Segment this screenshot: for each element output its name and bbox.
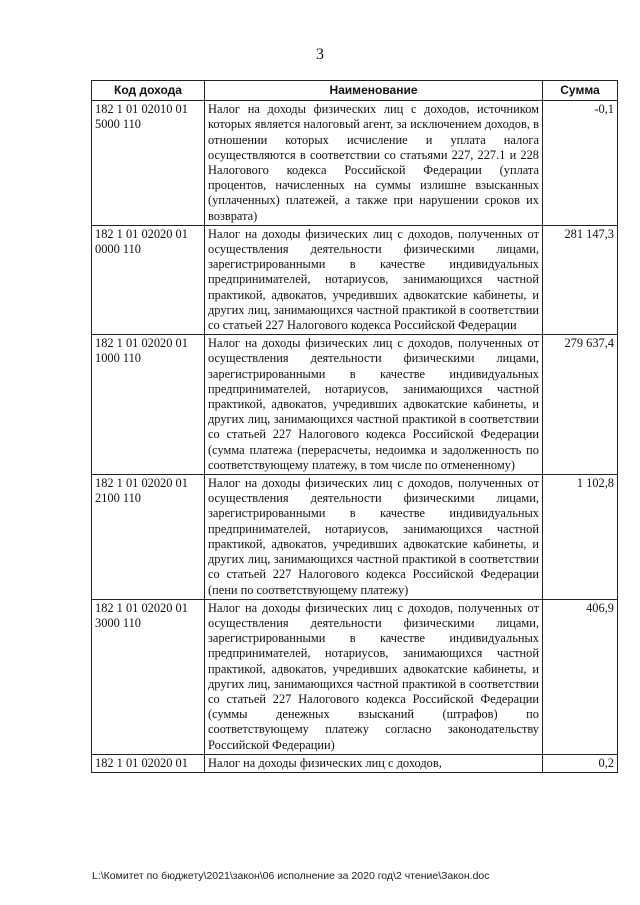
income-name: Налог на доходы физических лиц с доходов, полученных от осуществления деятельности физическими лицами, зарегистрированными в качестве индивидуальных предпринимателей, нотариусов, занимающихся частной практикой, адвокатов, учредивших адвокатские кабинеты, и других лиц, занимающихся частной практикой в соответствии со статьей 227 Налогового кодекса Российской Федерации (сумма платежа (перерасчеты, недоимка и задолженность по соответствующему платежу, в том числе по отмененному) [205, 335, 543, 475]
income-sum: 1 102,8 [543, 475, 618, 600]
income-name: Налог на доходы физических лиц с доходов, [205, 754, 543, 772]
table-row [92, 225, 618, 334]
income-code: 182 1 01 02010 01 5000 110 [92, 101, 205, 226]
income-sum: 0,2 [543, 754, 618, 772]
income-sum: -0,1 [543, 101, 618, 226]
income-code: 182 1 01 02020 01 1000 110 [92, 335, 205, 475]
income-code: 182 1 01 02020 01 2100 110 [92, 475, 205, 600]
header-code: Код дохода [92, 81, 205, 101]
table-header-row [92, 81, 618, 101]
table-row [92, 101, 618, 226]
income-code: 182 1 01 02020 01 0000 110 [92, 225, 205, 334]
revenue-table [91, 80, 618, 773]
income-sum: 406,9 [543, 599, 618, 754]
table-row [92, 475, 618, 600]
income-code: 182 1 01 02020 01 3000 110 [92, 599, 205, 754]
income-sum: 279 637,4 [543, 335, 618, 475]
table-row [92, 599, 618, 754]
income-name: Налог на доходы физических лиц с доходов, источником которых является налоговый агент, за исключением доходов, в отношении которых исчисление и уплата налога осуществляются в соответствии со статьями 227, 227.1 и 228 Налогового кодекса Российской Федерации (уплата процентов, начисленных на суммы излишне взысканных (уплаченных) платежей, а также при нарушении сроков их возврата) [205, 101, 543, 226]
income-name: Налог на доходы физических лиц с доходов, полученных от осуществления деятельности физическими лицами, зарегистрированными в качестве индивидуальных предпринимателей, нотариусов, занимающихся частной практикой, адвокатов, учредивших адвокатские кабинеты, и других лиц, занимающихся частной практикой в соответствии со статьей 227 Налогового кодекса Российской Федерации (суммы денежных взысканий (штрафов) по соответствующему платежу согласно законодательству Российской Федерации) [205, 599, 543, 754]
income-sum: 281 147,3 [543, 225, 618, 334]
header-sum: Сумма [543, 81, 618, 101]
table-row [92, 335, 618, 475]
income-name: Налог на доходы физических лиц с доходов, полученных от осуществления деятельности физическими лицами, зарегистрированными в качестве индивидуальных предпринимателей, нотариусов, занимающихся частной практикой, адвокатов, учредивших адвокатские кабинеты, и других лиц, занимающихся частной практикой в соответствии со статьей 227 Налогового кодекса Российской Федерации (пени по соответствующему платежу) [205, 475, 543, 600]
table-row [92, 754, 618, 772]
page-number: 3 [316, 46, 324, 63]
income-name: Налог на доходы физических лиц с доходов, полученных от осуществления деятельности физическими лицами, зарегистрированными в качестве индивидуальных предпринимателей, нотариусов, занимающихся частной практикой, адвокатов, учредивших адвокатские кабинеты, и других лиц, занимающихся частной практикой в соответствии со статьей 227 Налогового кодекса Российской Федерации [205, 225, 543, 334]
income-code: 182 1 01 02020 01 [92, 754, 205, 772]
header-name: Наименование [205, 81, 543, 101]
file-path-footer: L:\Комитет по бюджету\2021\закон\06 исполнение за 2020 год\2 чтение\Закон.doc [92, 870, 490, 882]
